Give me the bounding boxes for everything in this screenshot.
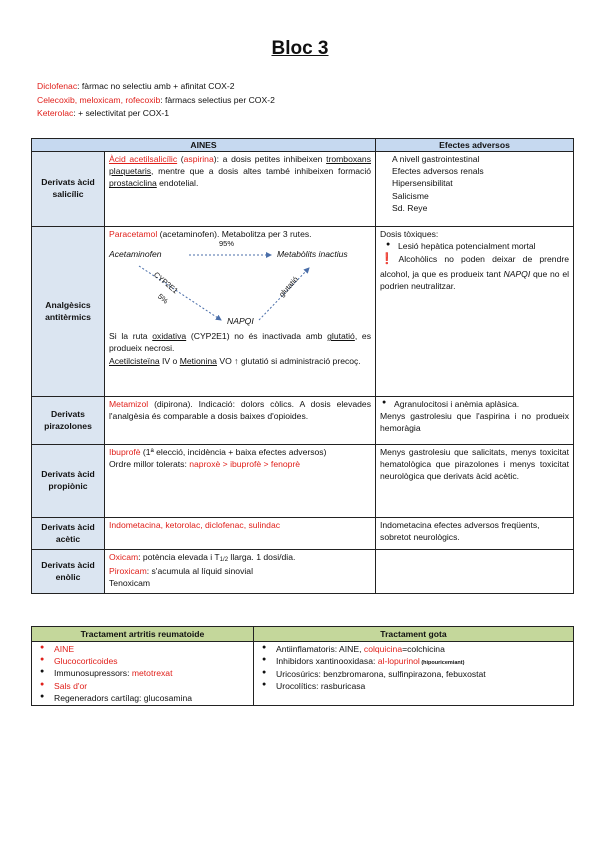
drug-name: Piroxicam: [109, 565, 147, 576]
text: , es produeix necrosi.: [109, 331, 372, 354]
underlined-term: Acetilcisteïna: [109, 355, 160, 366]
list-item: [260, 655, 567, 668]
row-analgesics: [32, 227, 574, 397]
underlined-term: prostaciclina: [109, 178, 157, 189]
desc-salicilic: [105, 152, 376, 227]
drug-order: naproxè > ibuprofè > fenoprè: [189, 459, 301, 470]
effects-enolic: [376, 550, 574, 594]
list-item: ● Uricosúrics: benzbromarona, sulfinpirazona, febuxostat: [260, 668, 567, 680]
drug-name: colquicina: [363, 644, 403, 654]
intro-text: : fàrmacs selectius per COX-2: [160, 94, 275, 105]
drug-name: Ibuprofè: [109, 447, 141, 457]
text: (dipirona). Indicació: dolors còlics. A dosis elevades l'analgèsia és comparable a dosis baixes d'opioides.: [109, 399, 372, 422]
ibuprofe-line: [109, 446, 371, 458]
text: =colchicina: [402, 644, 445, 654]
aines-header-row: [32, 139, 574, 152]
desc-enolic: [105, 550, 376, 594]
text: (CYP2E1) no és inactivada amb: [186, 331, 328, 342]
metabolism-diagram: [109, 239, 371, 330]
desc-analgesics: [105, 227, 376, 397]
category-analgesics: Analgèsics antitèrmics: [32, 227, 105, 397]
tenoxicam-line: Tenoxicam: [109, 577, 151, 588]
list-item: ● Glucocorticoides: [38, 655, 247, 667]
effect-item: Hipersensibilitat: [392, 178, 453, 189]
text: Si la ruta: [109, 331, 153, 342]
aines-table: [31, 138, 574, 594]
text: : s'acumula al líquid sinovial: [146, 565, 253, 576]
row-enolic: [32, 550, 574, 594]
effects-pirazolones: [376, 397, 574, 445]
intro-text: : + selectivitat per COX-1: [73, 108, 170, 118]
antidote-note: [109, 355, 371, 367]
text: : potència elevada i T: [138, 552, 220, 562]
drug-name: Diclofenac: [37, 81, 78, 91]
list-item: [38, 667, 247, 679]
italic-term: NAPQI: [503, 269, 531, 280]
drug-name: Àcid acetilsalicílic: [109, 154, 178, 164]
effects-acetic: Indometacina efectes adversos freqüents, sobretot neurològics.: [376, 518, 574, 550]
text: (: [177, 154, 184, 164]
effect-bullet: ● Lesió hepàtica potencialment mortal: [384, 240, 569, 252]
row-pirazolones: [32, 397, 574, 445]
piroxicam-line: [109, 565, 371, 577]
text: ): a dosis petites inhibeixen: [213, 154, 327, 164]
text: VO ↑ glutatió si administració precoç.: [216, 355, 361, 366]
effects-title: Dosis tòxiques:: [380, 229, 439, 239]
list-item: [260, 643, 567, 655]
effect-item: Sd. Reye: [392, 202, 428, 213]
label-cyp2e1: CYP2E1: [152, 270, 180, 296]
header-efectes: Efectes adversos: [376, 139, 574, 152]
effects-analgesics: [376, 227, 574, 397]
header-aines: AINES: [32, 139, 376, 152]
category-enolic: Derivats àcid enòlic: [32, 550, 105, 594]
text: IV o: [159, 355, 180, 366]
intro-line-celecoxib: [37, 94, 557, 108]
drug-name: Keterolac: [37, 108, 74, 118]
effects-propionic: Menys gastrolesiu que salicitats, menys toxicitat hematològica que pirazolones i menys toxicitat neurològica que derivats àcid acètic.: [376, 445, 574, 518]
effect-item: Salicisme: [392, 190, 429, 201]
treatment-header-row: [32, 627, 574, 642]
effect-item: A nivell gastrointestinal: [392, 154, 480, 164]
category-propionic: Derivats àcid propiònic: [32, 445, 105, 518]
list-item: ● AINE: [38, 643, 247, 655]
effects-salicilic: [376, 152, 574, 227]
effect-item: Efectes adversos renals: [392, 166, 484, 177]
subscript: 1/2: [219, 557, 229, 563]
intro-line-keterolac: [37, 107, 557, 121]
oxidative-note: [109, 330, 371, 354]
gota-list: [254, 642, 574, 706]
intro-block: [37, 80, 557, 121]
text: Inhibidors xantinooxidasa:: [276, 656, 378, 667]
arrow-cyp2e1: [139, 266, 221, 320]
text: que no el podrien neutralitzar.: [380, 269, 570, 292]
label-metabolits: Metabòlits inactius: [277, 249, 348, 260]
drug-name: al-lopurinol: [377, 656, 420, 667]
text: Ordre millor tolerats:: [109, 459, 190, 470]
list-item: ● Sals d'or: [38, 680, 247, 692]
underlined-term: glutatió: [327, 331, 355, 342]
label-napqi: NAPQI: [227, 316, 254, 327]
underlined-term: Metionina: [179, 355, 217, 366]
text: Alcohòlics no poden deixar de prendre alcohol, ja que es produeix tant: [380, 254, 570, 280]
effect-bullet: ● Agranulocitosi i anèmia aplàsica.: [380, 398, 569, 410]
row-salicilic: [32, 152, 574, 227]
row-acetic: [32, 518, 574, 550]
list-item: ● Regeneradors cartílag: glucosamina: [38, 692, 247, 704]
intro-text: : fàrmac no selectiu amb + afinitat COX-2: [77, 81, 235, 91]
page-title: Bloc 3: [271, 38, 329, 59]
intro-line-diclofenac: [37, 80, 557, 94]
desc-acetic: Indometacina, ketorolac, diclofenac, sulindac: [105, 518, 376, 550]
underlined-term: tromboxans plaquetaris: [109, 154, 372, 177]
drug-name: metotrexat: [131, 668, 173, 679]
treatment-body-row: [32, 642, 574, 706]
label-glutatio: glutatió: [277, 274, 300, 299]
text: , mentre que a dosis altes també inhibeixen formació: [151, 166, 372, 177]
label-5pct: 5%: [155, 291, 170, 306]
underlined-term: oxidativa: [152, 331, 187, 342]
treatment-table: [31, 626, 574, 706]
oxicam-line: [109, 551, 371, 565]
artritis-list: [32, 642, 254, 706]
note: (hipouricemiant): [419, 660, 465, 667]
desc-propionic: [105, 445, 376, 518]
effect-text: Menys gastrolesiu que l'aspirina i no produeix hemoràgia: [380, 411, 570, 434]
text: Antiinflamatoris: AINE,: [276, 644, 364, 654]
category-acetic: Derivats àcid acètic: [32, 518, 105, 550]
row-propionic: [32, 445, 574, 518]
drug-name: Celecoxib, meloxicam, rofecoxib: [37, 94, 161, 105]
label-95pct: 95%: [219, 239, 235, 249]
header-artritis: Tractament artritis reumatoide: [32, 627, 254, 642]
paracetamol-line: [109, 228, 371, 240]
label-acetaminofen: Acetaminofen: [109, 249, 162, 260]
text: (acetaminofen). Metabolitza per 3 rutes.: [157, 229, 312, 239]
alcohol-warning: [380, 252, 569, 292]
list-item: ● Urocolítics: rasburicasa: [260, 680, 567, 692]
header-gota: Tractament gota: [254, 627, 574, 642]
warning-icon: ❗: [380, 253, 399, 266]
order-line: [109, 458, 371, 470]
drug-name: Oxicam: [109, 552, 139, 562]
category-pirazolones: Derivats pirazolones: [32, 397, 105, 445]
text: Immunosupressors:: [54, 668, 132, 679]
category-salicilic: Derivats àcid salicílic: [32, 152, 105, 227]
text: endotelial.: [156, 178, 199, 189]
text: (1ª elecció, incidència + baixa efectes adversos): [140, 447, 327, 457]
desc-pirazolones: [105, 397, 376, 445]
text: llarga. 1 dosi/dia.: [228, 552, 296, 562]
drug-name: aspirina: [183, 154, 214, 164]
drug-name: Paracetamol: [109, 229, 158, 239]
drug-name: Metamizol: [109, 399, 149, 409]
